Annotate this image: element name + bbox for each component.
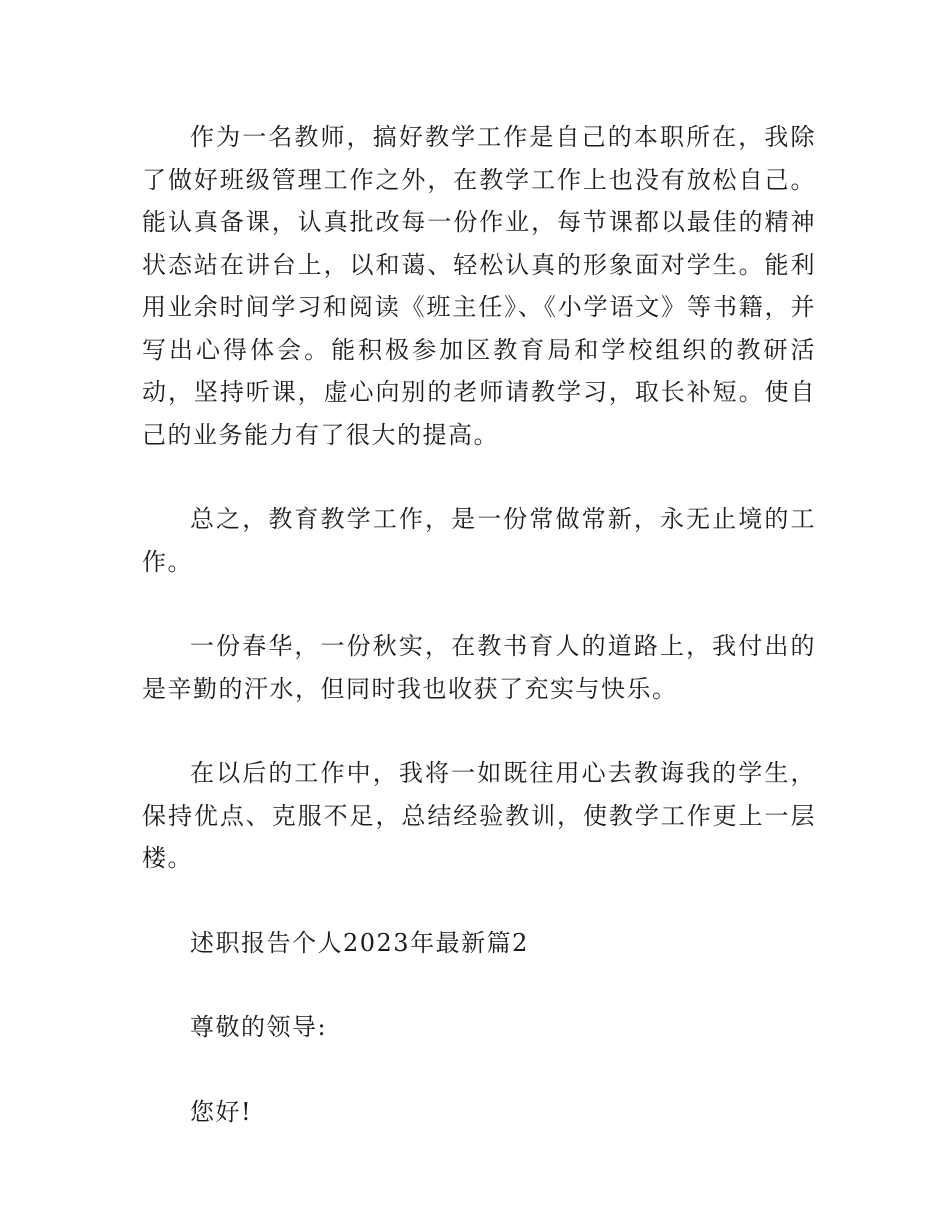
paragraph-future-work: 在以后的工作中，我将一如既往用心去教诲我的学生，保持优点、克服不足，总结经验教训，使教学工作更上一层楼。 [142, 759, 816, 872]
greeting: 您好! [190, 1097, 253, 1126]
document-body [142, 116, 816, 1133]
paragraph-summary: 总之，教育教学工作，是一份常做常新，永无止境的工作。 [142, 505, 816, 576]
paragraph-teaching-work: 作为一名教师，搞好教学工作是自己的本职所在，我除了做好班级管理工作之外，在教学工作上也没有放松自己。能认真备课，认真批改每一份作业，每节课都以最佳的精神状态站在讲台上，以和蔼、轻松认真的形象面对学生。能利用业余时间学习和阅读《班主任》、《小学语文》等书籍，并写出心得体会。能积极参加区教育局和学校组织的教研活动，坚持听课，虚心向别的老师请教学习，取长补短。使自己的业务能力有了很大的提高。 [142, 123, 816, 449]
section-heading: 述职报告个人2023年最新篇2 [190, 928, 529, 957]
salutation: 尊敬的领导: [190, 1013, 328, 1041]
paragraph-spring-autumn: 一份春华，一份秋实，在教书育人的道路上，我付出的是辛勤的汗水，但同时我也收获了充实与快乐。 [142, 632, 816, 703]
